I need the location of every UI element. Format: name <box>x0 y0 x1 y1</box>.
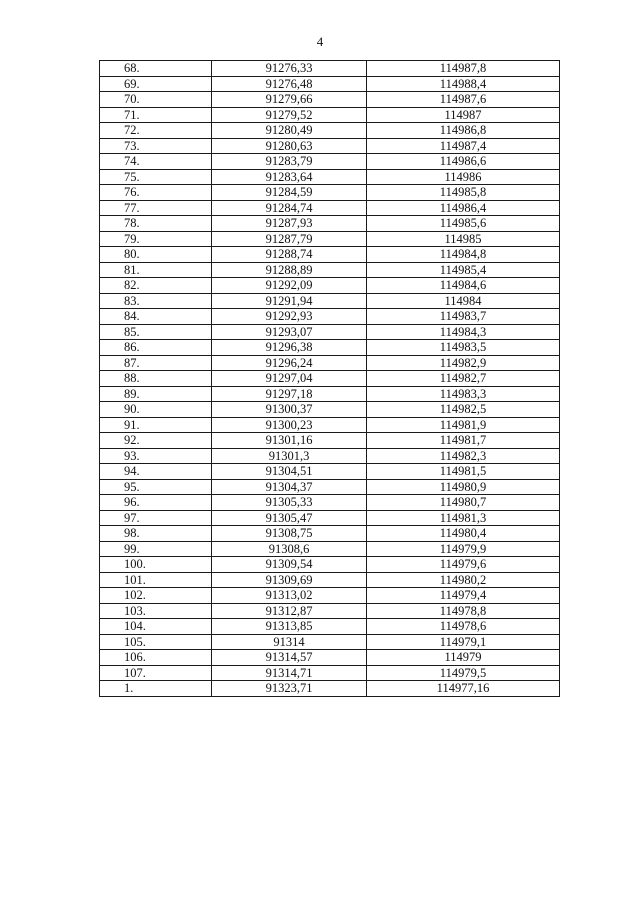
y-coordinate-cell: 114986,4 <box>367 200 560 216</box>
point-number-cell: 100. <box>100 557 212 573</box>
table-row <box>100 588 560 604</box>
y-coordinate-cell: 114980,4 <box>367 526 560 542</box>
x-coordinate-cell: 91301,3 <box>212 448 367 464</box>
table-row <box>100 634 560 650</box>
x-coordinate-cell: 91287,93 <box>212 216 367 232</box>
y-coordinate-cell: 114985 <box>367 231 560 247</box>
table-row <box>100 371 560 387</box>
y-coordinate-cell: 114977,16 <box>367 681 560 697</box>
point-number-cell: 96. <box>100 495 212 511</box>
y-coordinate-cell: 114984,8 <box>367 247 560 263</box>
x-coordinate-cell: 91293,07 <box>212 324 367 340</box>
point-number-cell: 73. <box>100 138 212 154</box>
point-number-cell: 68. <box>100 61 212 77</box>
point-number-cell: 79. <box>100 231 212 247</box>
table-row <box>100 464 560 480</box>
point-number-cell: 90. <box>100 402 212 418</box>
x-coordinate-cell: 91309,69 <box>212 572 367 588</box>
table-row <box>100 154 560 170</box>
y-coordinate-cell: 114979,5 <box>367 665 560 681</box>
table-row <box>100 185 560 201</box>
y-coordinate-cell: 114980,9 <box>367 479 560 495</box>
coordinates-table-body <box>100 61 560 697</box>
x-coordinate-cell: 91300,37 <box>212 402 367 418</box>
y-coordinate-cell: 114988,4 <box>367 76 560 92</box>
x-coordinate-cell: 91313,02 <box>212 588 367 604</box>
x-coordinate-cell: 91314 <box>212 634 367 650</box>
table-row <box>100 650 560 666</box>
y-coordinate-cell: 114980,7 <box>367 495 560 511</box>
table-row <box>100 340 560 356</box>
point-number-cell: 87. <box>100 355 212 371</box>
table-row <box>100 386 560 402</box>
y-coordinate-cell: 114980,2 <box>367 572 560 588</box>
table-row <box>100 603 560 619</box>
table-row <box>100 92 560 108</box>
x-coordinate-cell: 91301,16 <box>212 433 367 449</box>
y-coordinate-cell: 114978,6 <box>367 619 560 635</box>
point-number-cell: 80. <box>100 247 212 263</box>
y-coordinate-cell: 114985,6 <box>367 216 560 232</box>
table-row <box>100 402 560 418</box>
table-row <box>100 138 560 154</box>
x-coordinate-cell: 91304,37 <box>212 479 367 495</box>
y-coordinate-cell: 114981,3 <box>367 510 560 526</box>
table-row <box>100 557 560 573</box>
x-coordinate-cell: 91305,47 <box>212 510 367 526</box>
table-row <box>100 216 560 232</box>
y-coordinate-cell: 114983,5 <box>367 340 560 356</box>
point-number-cell: 74. <box>100 154 212 170</box>
point-number-cell: 71. <box>100 107 212 123</box>
point-number-cell: 76. <box>100 185 212 201</box>
table-row <box>100 107 560 123</box>
table-row <box>100 293 560 309</box>
x-coordinate-cell: 91296,38 <box>212 340 367 356</box>
x-coordinate-cell: 91300,23 <box>212 417 367 433</box>
table-row <box>100 495 560 511</box>
x-coordinate-cell: 91284,59 <box>212 185 367 201</box>
x-coordinate-cell: 91276,48 <box>212 76 367 92</box>
point-number-cell: 95. <box>100 479 212 495</box>
table-row <box>100 526 560 542</box>
table-row <box>100 200 560 216</box>
table-row <box>100 665 560 681</box>
point-number-cell: 99. <box>100 541 212 557</box>
point-number-cell: 103. <box>100 603 212 619</box>
point-number-cell: 104. <box>100 619 212 635</box>
point-number-cell: 83. <box>100 293 212 309</box>
x-coordinate-cell: 91288,74 <box>212 247 367 263</box>
y-coordinate-cell: 114982,9 <box>367 355 560 371</box>
table-row <box>100 231 560 247</box>
table-row <box>100 541 560 557</box>
y-coordinate-cell: 114979,9 <box>367 541 560 557</box>
y-coordinate-cell: 114986,8 <box>367 123 560 139</box>
table-row <box>100 417 560 433</box>
x-coordinate-cell: 91296,24 <box>212 355 367 371</box>
y-coordinate-cell: 114983,3 <box>367 386 560 402</box>
coordinates-table <box>99 60 560 697</box>
y-coordinate-cell: 114986,6 <box>367 154 560 170</box>
y-coordinate-cell: 114982,7 <box>367 371 560 387</box>
point-number-cell: 72. <box>100 123 212 139</box>
y-coordinate-cell: 114984,3 <box>367 324 560 340</box>
x-coordinate-cell: 91288,89 <box>212 262 367 278</box>
table-row <box>100 619 560 635</box>
page-number: 4 <box>316 34 324 49</box>
y-coordinate-cell: 114986 <box>367 169 560 185</box>
point-number-cell: 82. <box>100 278 212 294</box>
y-coordinate-cell: 114981,5 <box>367 464 560 480</box>
y-coordinate-cell: 114979,6 <box>367 557 560 573</box>
point-number-cell: 77. <box>100 200 212 216</box>
y-coordinate-cell: 114982,3 <box>367 448 560 464</box>
table-row <box>100 433 560 449</box>
table-row <box>100 479 560 495</box>
y-coordinate-cell: 114979 <box>367 650 560 666</box>
x-coordinate-cell: 91312,87 <box>212 603 367 619</box>
point-number-cell: 93. <box>100 448 212 464</box>
y-coordinate-cell: 114987,6 <box>367 92 560 108</box>
point-number-cell: 69. <box>100 76 212 92</box>
x-coordinate-cell: 91313,85 <box>212 619 367 635</box>
table-row <box>100 309 560 325</box>
table-row <box>100 278 560 294</box>
x-coordinate-cell: 91308,75 <box>212 526 367 542</box>
point-number-cell: 102. <box>100 588 212 604</box>
x-coordinate-cell: 91291,94 <box>212 293 367 309</box>
x-coordinate-cell: 91292,93 <box>212 309 367 325</box>
point-number-cell: 98. <box>100 526 212 542</box>
y-coordinate-cell: 114979,1 <box>367 634 560 650</box>
table-row <box>100 448 560 464</box>
table-row <box>100 169 560 185</box>
point-number-cell: 1. <box>100 681 212 697</box>
x-coordinate-cell: 91304,51 <box>212 464 367 480</box>
point-number-cell: 75. <box>100 169 212 185</box>
point-number-cell: 89. <box>100 386 212 402</box>
point-number-cell: 86. <box>100 340 212 356</box>
point-number-cell: 107. <box>100 665 212 681</box>
x-coordinate-cell: 91276,33 <box>212 61 367 77</box>
x-coordinate-cell: 91283,79 <box>212 154 367 170</box>
table-row <box>100 324 560 340</box>
table-row <box>100 572 560 588</box>
table-row <box>100 355 560 371</box>
x-coordinate-cell: 91292,09 <box>212 278 367 294</box>
table-row <box>100 262 560 278</box>
point-number-cell: 105. <box>100 634 212 650</box>
point-number-cell: 94. <box>100 464 212 480</box>
point-number-cell: 91. <box>100 417 212 433</box>
y-coordinate-cell: 114987 <box>367 107 560 123</box>
y-coordinate-cell: 114983,7 <box>367 309 560 325</box>
table-row <box>100 681 560 697</box>
y-coordinate-cell: 114984 <box>367 293 560 309</box>
x-coordinate-cell: 91297,18 <box>212 386 367 402</box>
x-coordinate-cell: 91287,79 <box>212 231 367 247</box>
point-number-cell: 92. <box>100 433 212 449</box>
point-number-cell: 84. <box>100 309 212 325</box>
point-number-cell: 81. <box>100 262 212 278</box>
x-coordinate-cell: 91309,54 <box>212 557 367 573</box>
x-coordinate-cell: 91279,52 <box>212 107 367 123</box>
point-number-cell: 70. <box>100 92 212 108</box>
table-row <box>100 247 560 263</box>
x-coordinate-cell: 91279,66 <box>212 92 367 108</box>
table-row <box>100 61 560 77</box>
y-coordinate-cell: 114982,5 <box>367 402 560 418</box>
x-coordinate-cell: 91280,49 <box>212 123 367 139</box>
point-number-cell: 78. <box>100 216 212 232</box>
table-row <box>100 76 560 92</box>
x-coordinate-cell: 91284,74 <box>212 200 367 216</box>
y-coordinate-cell: 114981,9 <box>367 417 560 433</box>
y-coordinate-cell: 114987,4 <box>367 138 560 154</box>
y-coordinate-cell: 114985,4 <box>367 262 560 278</box>
point-number-cell: 101. <box>100 572 212 588</box>
y-coordinate-cell: 114979,4 <box>367 588 560 604</box>
y-coordinate-cell: 114978,8 <box>367 603 560 619</box>
point-number-cell: 97. <box>100 510 212 526</box>
y-coordinate-cell: 114985,8 <box>367 185 560 201</box>
x-coordinate-cell: 91308,6 <box>212 541 367 557</box>
x-coordinate-cell: 91283,64 <box>212 169 367 185</box>
point-number-cell: 88. <box>100 371 212 387</box>
x-coordinate-cell: 91314,71 <box>212 665 367 681</box>
y-coordinate-cell: 114984,6 <box>367 278 560 294</box>
x-coordinate-cell: 91314,57 <box>212 650 367 666</box>
y-coordinate-cell: 114987,8 <box>367 61 560 77</box>
table-row <box>100 510 560 526</box>
point-number-cell: 106. <box>100 650 212 666</box>
x-coordinate-cell: 91297,04 <box>212 371 367 387</box>
x-coordinate-cell: 91280,63 <box>212 138 367 154</box>
point-number-cell: 85. <box>100 324 212 340</box>
x-coordinate-cell: 91323,71 <box>212 681 367 697</box>
x-coordinate-cell: 91305,33 <box>212 495 367 511</box>
y-coordinate-cell: 114981,7 <box>367 433 560 449</box>
table-row <box>100 123 560 139</box>
